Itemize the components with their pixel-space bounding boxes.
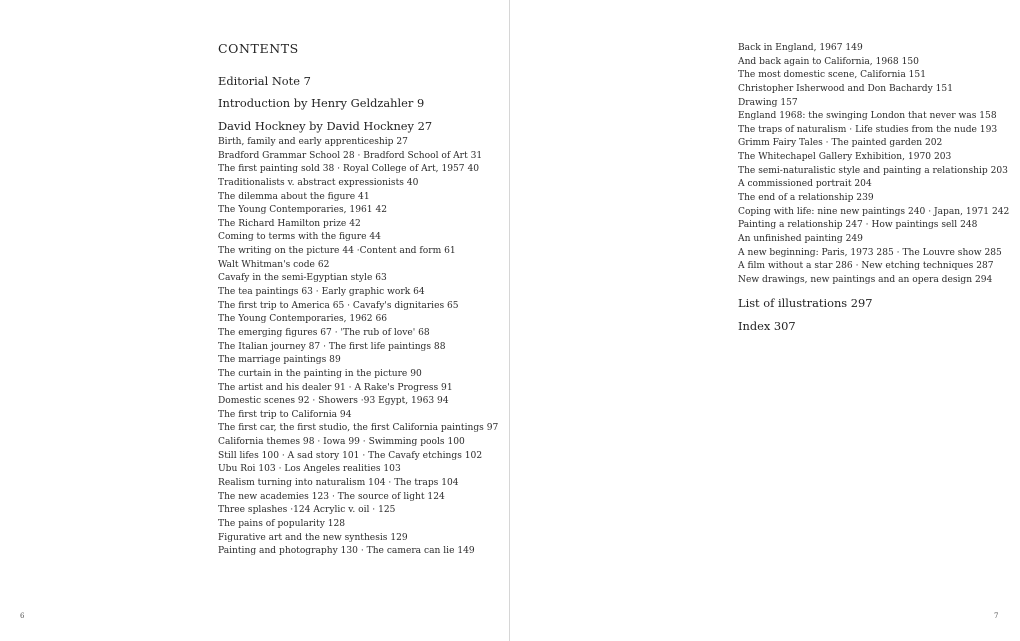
toc-entry: The tea paintings 63 · Early graphic work 64 [218, 287, 425, 298]
toc-entry: An unfinished painting 249 [738, 233, 863, 244]
toc-entry: Walt Whitman's code 62 [218, 259, 330, 270]
toc-entry: The first trip to California 94 [218, 409, 352, 420]
toc-entry: Christopher Isherwood and Don Bachardy 151 [738, 83, 953, 94]
toc-entry-list-right [738, 42, 1009, 288]
toc-entry: A commissioned portrait 204 [738, 179, 872, 190]
toc-entry: The artist and his dealer 91 · A Rake's Progress 91 [218, 382, 453, 393]
toc-entry: England 1968: the swinging London that never was 158 [738, 111, 997, 122]
toc-entry: The new academies 123 · The source of light 124 [218, 491, 445, 502]
toc-major-editorial-note: Editorial Note 7 [218, 74, 311, 88]
toc-entry: The traps of naturalism · Life studies from the nude 193 [738, 124, 998, 135]
toc-entry: Coping with life: nine new paintings 240 · Japan, 1971 242 [738, 206, 1010, 217]
right-page [510, 0, 1020, 641]
toc-entry: The dilemma about the figure 41 [218, 191, 370, 202]
toc-major-introduction: Introduction by Henry Geldzahler 9 [218, 96, 425, 110]
toc-entry: The marriage paintings 89 [218, 355, 341, 366]
toc-entry: Traditionalists v. abstract expressionists 40 [218, 177, 419, 188]
toc-entry: Back in England, 1967 149 [738, 43, 863, 53]
toc-entry: The most domestic scene, California 151 [738, 70, 926, 81]
toc-entry: A new beginning: Paris, 1973 285 · The Louvre show 285 [738, 247, 1002, 258]
toc-entry: The first trip to America 65 · Cavafy's dignitaries 65 [218, 300, 459, 311]
toc-entry: Realism turning into naturalism 104 · The traps 104 [218, 478, 459, 489]
toc-entry: The emerging figures 67 · 'The rub of love' 68 [218, 327, 430, 338]
toc-entry: Painting and photography 130 · The camera can lie 149 [218, 546, 475, 557]
toc-entry: The end of a relationship 239 [738, 193, 874, 204]
contents-heading: CONTENTS [218, 41, 299, 56]
toc-entry: The writing on the picture 44 ·Content and form 61 [218, 246, 456, 257]
toc-entry: The Richard Hamilton prize 42 [218, 218, 361, 229]
toc-entry: Grimm Fairy Tales · The painted garden 202 [738, 138, 943, 149]
toc-entry: The semi-naturalistic style and painting a relationship 203 [738, 165, 1008, 176]
toc-entry: California themes 98 · Iowa 99 · Swimming pools 100 [218, 437, 465, 448]
toc-entry: Ubu Roi 103 · Los Angeles realities 103 [218, 464, 401, 475]
toc-entry: Cavafy in the semi-Egyptian style 63 [218, 273, 387, 284]
toc-entry: The Italian journey 87 · The first life paintings 88 [218, 341, 446, 352]
toc-entry: Birth, family and early apprenticeship 27 [218, 137, 408, 147]
toc-entry: The first painting sold 38 · Royal College of Art, 1957 40 [218, 164, 480, 175]
toc-entry: And back again to California, 1968 150 [738, 56, 919, 67]
toc-entry: Bradford Grammar School 28 · Bradford School of Art 31 [218, 150, 483, 161]
page-number-right: 7 [994, 612, 999, 620]
toc-entry: New drawings, new paintings and an opera design 294 [738, 274, 993, 285]
toc-entry: Drawing 157 [738, 97, 798, 108]
toc-entry-list-left [218, 136, 498, 559]
page-number-left: 6 [20, 612, 25, 620]
toc-major-hockney-by-hockney: David Hockney by David Hockney 27 [218, 119, 433, 133]
toc-entry: Figurative art and the new synthesis 129 [218, 532, 408, 543]
toc-entry: The curtain in the painting in the picture 90 [218, 368, 422, 379]
toc-entry: Painting a relationship 247 · How paintings sell 248 [738, 220, 978, 231]
toc-entry: The Whitechapel Gallery Exhibition, 1970 203 [738, 152, 952, 163]
toc-entry: The first car, the first studio, the first California paintings 97 [218, 423, 499, 434]
toc-entry: The pains of popularity 128 [218, 518, 346, 529]
toc-major-index: Index 307 [738, 319, 796, 333]
toc-entry: Three splashes ·124 Acrylic v. oil · 125 [218, 505, 396, 516]
toc-entry: Coming to terms with the figure 44 [218, 232, 381, 243]
toc-entry: The Young Contemporaries, 1962 66 [218, 314, 388, 325]
toc-entry: The Young Contemporaries, 1961 42 [218, 205, 388, 216]
toc-major-list-of-illustrations: List of illustrations 297 [738, 296, 873, 310]
toc-entry: Domestic scenes 92 · Showers ·93 Egypt, 1963 94 [218, 396, 449, 407]
toc-entry: A film without a star 286 · New etching techniques 287 [738, 261, 994, 272]
toc-entry: Still lifes 100 · A sad story 101 · The Cavafy etchings 102 [218, 450, 483, 461]
